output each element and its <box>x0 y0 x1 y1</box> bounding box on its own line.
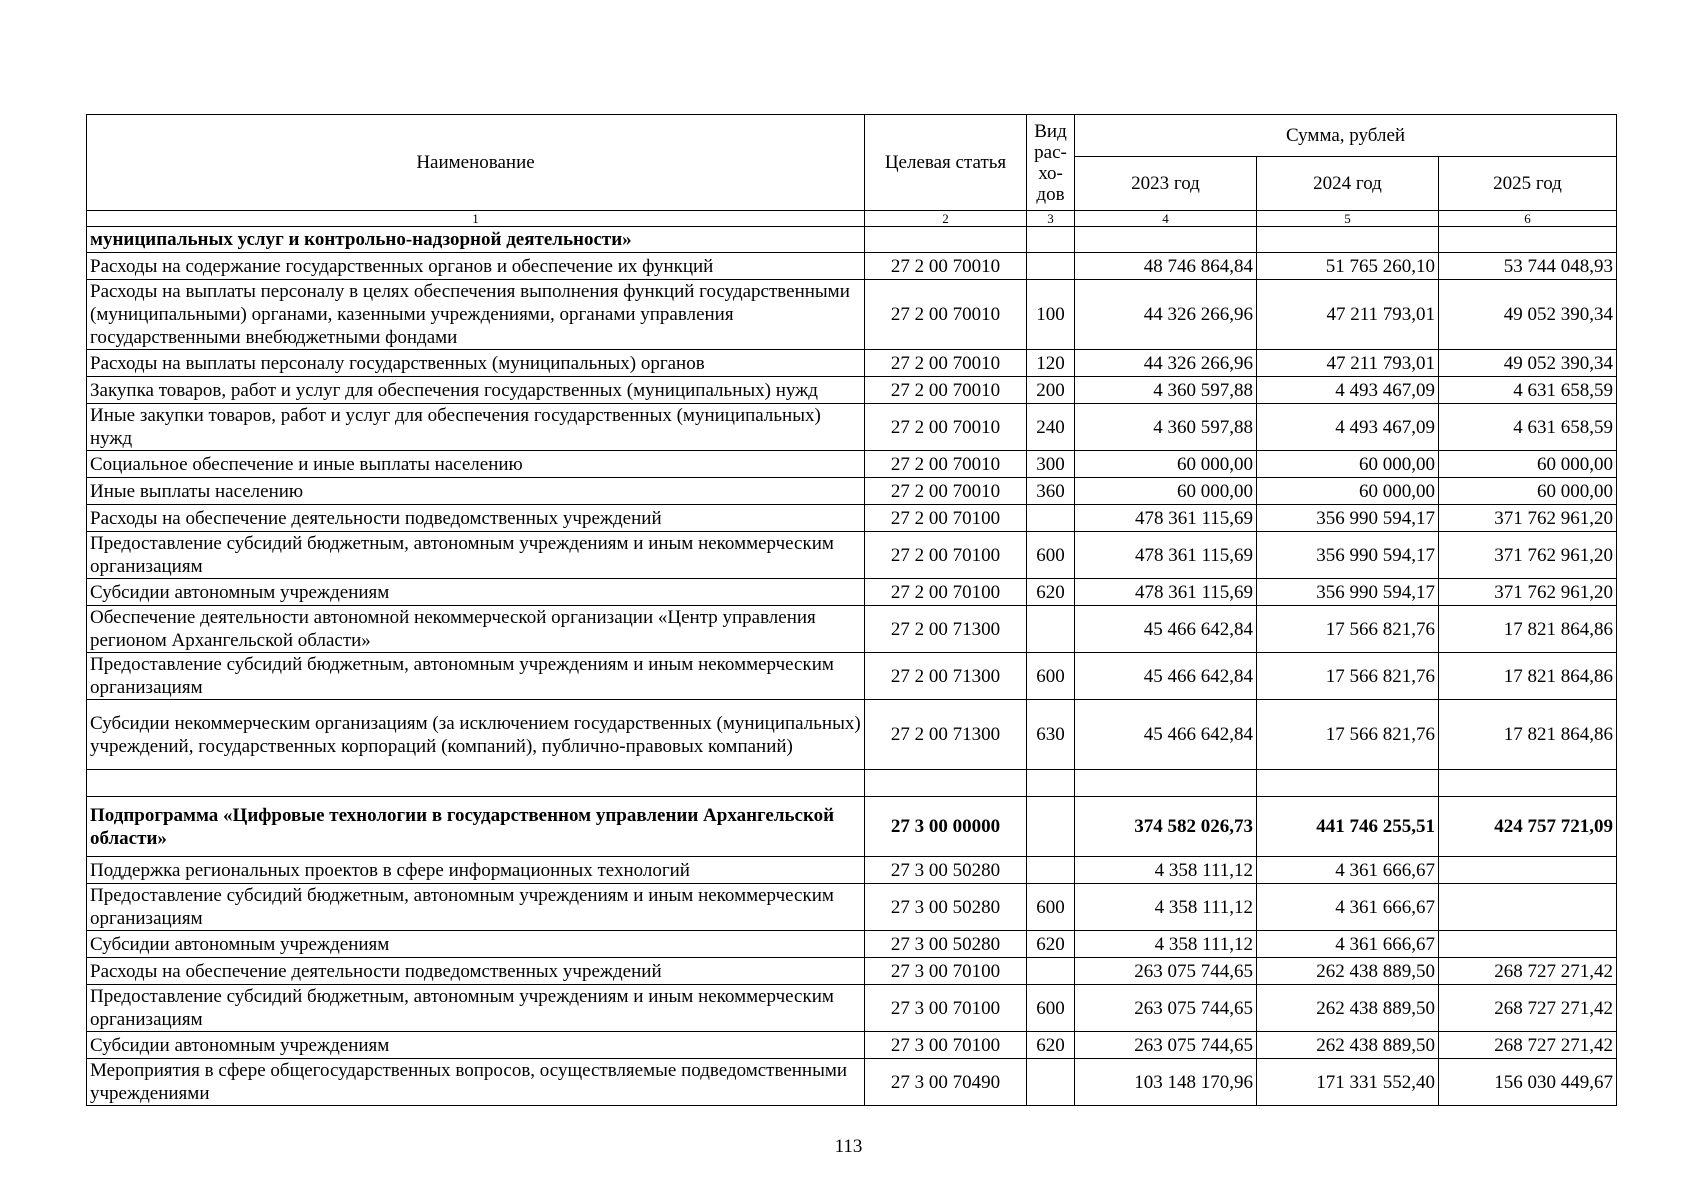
row-amount-2025 <box>1439 884 1617 931</box>
row-expense-type <box>1027 227 1075 253</box>
row-expense-type: 240 <box>1027 404 1075 451</box>
row-target-article: 27 2 00 70010 <box>865 377 1027 404</box>
table-row <box>87 700 1617 770</box>
table-row <box>87 505 1617 532</box>
row-name: Социальное обеспечение и иные выплаты населению <box>87 451 865 478</box>
row-target-article: 27 3 00 50280 <box>865 931 1027 958</box>
row-amount-2023: 263 075 744,65 <box>1075 985 1257 1032</box>
page-number: 113 <box>834 1136 863 1157</box>
row-name: Субсидии автономным учреждениям <box>87 1032 865 1059</box>
column-number-4: 4 <box>1075 211 1257 227</box>
row-amount-2025: 371 762 961,20 <box>1439 532 1617 579</box>
row-amount-2024: 51 765 260,10 <box>1257 253 1439 280</box>
table-row <box>87 985 1617 1032</box>
header-expense-type: Вид рас-хо-дов <box>1027 115 1075 211</box>
row-expense-type <box>1027 857 1075 884</box>
row-expense-type <box>1027 797 1075 857</box>
row-target-article: 27 2 00 70100 <box>865 505 1027 532</box>
row-amount-2024: 47 211 793,01 <box>1257 280 1439 350</box>
table-row <box>87 280 1617 350</box>
row-expense-type <box>1027 505 1075 532</box>
row-target-article: 27 2 00 70010 <box>865 280 1027 350</box>
row-amount-2024: 4 361 666,67 <box>1257 884 1439 931</box>
header-sum: Сумма, рублей <box>1075 115 1617 157</box>
row-target-article: 27 2 00 71300 <box>865 606 1027 653</box>
row-amount-2023: 4 358 111,12 <box>1075 931 1257 958</box>
table-row <box>87 606 1617 653</box>
row-amount-2023: 48 746 864,84 <box>1075 253 1257 280</box>
table-row <box>87 884 1617 931</box>
row-target-article: 27 2 00 70010 <box>865 478 1027 505</box>
row-expense-type: 200 <box>1027 377 1075 404</box>
table-row <box>87 931 1617 958</box>
row-amount-2024: 4 361 666,67 <box>1257 857 1439 884</box>
column-number-5: 5 <box>1257 211 1439 227</box>
row-amount-2025: 60 000,00 <box>1439 451 1617 478</box>
table-row <box>87 532 1617 579</box>
header-name: Наименование <box>87 115 865 211</box>
row-amount-2023: 478 361 115,69 <box>1075 579 1257 606</box>
row-amount-2025: 156 030 449,67 <box>1439 1059 1617 1106</box>
row-expense-type: 360 <box>1027 478 1075 505</box>
row-amount-2025: 49 052 390,34 <box>1439 350 1617 377</box>
row-amount-2024: 262 438 889,50 <box>1257 958 1439 985</box>
row-target-article: 27 2 00 70010 <box>865 404 1027 451</box>
row-target-article: 27 2 00 70010 <box>865 350 1027 377</box>
budget-table <box>86 114 1617 1106</box>
row-amount-2024: 262 438 889,50 <box>1257 985 1439 1032</box>
row-amount-2024: 47 211 793,01 <box>1257 350 1439 377</box>
row-name: Предоставление субсидий бюджетным, автономным учреждениям и иным некоммерческим организациям <box>87 985 865 1032</box>
table-row <box>87 579 1617 606</box>
row-amount-2023: 44 326 266,96 <box>1075 280 1257 350</box>
row-expense-type: 120 <box>1027 350 1075 377</box>
table-body <box>87 227 1617 1106</box>
row-amount-2025 <box>1439 931 1617 958</box>
row-amount-2023: 4 360 597,88 <box>1075 377 1257 404</box>
row-amount-2024: 4 361 666,67 <box>1257 931 1439 958</box>
table-row <box>87 770 1617 797</box>
row-expense-type <box>1027 253 1075 280</box>
row-expense-type: 100 <box>1027 280 1075 350</box>
row-amount-2023: 45 466 642,84 <box>1075 653 1257 700</box>
row-expense-type <box>1027 606 1075 653</box>
row-expense-type: 300 <box>1027 451 1075 478</box>
table-row <box>87 451 1617 478</box>
row-amount-2024: 356 990 594,17 <box>1257 532 1439 579</box>
row-amount-2024: 60 000,00 <box>1257 478 1439 505</box>
header-year-2025: 2025 год <box>1439 157 1617 211</box>
row-amount-2025: 49 052 390,34 <box>1439 280 1617 350</box>
column-number-1: 1 <box>87 211 865 227</box>
row-target-article <box>865 770 1027 797</box>
row-amount-2024: 60 000,00 <box>1257 451 1439 478</box>
row-expense-type <box>1027 1059 1075 1106</box>
row-amount-2025 <box>1439 857 1617 884</box>
row-name: Поддержка региональных проектов в сфере информационных технологий <box>87 857 865 884</box>
row-target-article <box>865 227 1027 253</box>
row-amount-2023 <box>1075 227 1257 253</box>
row-amount-2023: 60 000,00 <box>1075 451 1257 478</box>
row-name: Предоставление субсидий бюджетным, автономным учреждениям и иным некоммерческим организациям <box>87 653 865 700</box>
row-amount-2025: 371 762 961,20 <box>1439 505 1617 532</box>
row-amount-2024: 4 493 467,09 <box>1257 377 1439 404</box>
row-expense-type: 600 <box>1027 532 1075 579</box>
row-target-article: 27 3 00 70490 <box>865 1059 1027 1106</box>
row-expense-type: 620 <box>1027 1032 1075 1059</box>
row-amount-2025: 17 821 864,86 <box>1439 653 1617 700</box>
row-amount-2024: 441 746 255,51 <box>1257 797 1439 857</box>
table-row <box>87 653 1617 700</box>
row-expense-type: 620 <box>1027 579 1075 606</box>
row-name: Расходы на обеспечение деятельности подведомственных учреждений <box>87 958 865 985</box>
row-name: Иные выплаты населению <box>87 478 865 505</box>
row-amount-2025: 424 757 721,09 <box>1439 797 1617 857</box>
row-target-article: 27 2 00 70100 <box>865 579 1027 606</box>
row-expense-type: 600 <box>1027 884 1075 931</box>
column-number-2: 2 <box>865 211 1027 227</box>
row-amount-2025 <box>1439 227 1617 253</box>
table-row <box>87 350 1617 377</box>
header-year-2023: 2023 год <box>1075 157 1257 211</box>
row-amount-2024: 356 990 594,17 <box>1257 579 1439 606</box>
row-name: Субсидии автономным учреждениям <box>87 579 865 606</box>
column-number-6: 6 <box>1439 211 1617 227</box>
row-expense-type: 600 <box>1027 653 1075 700</box>
table-row <box>87 1059 1617 1106</box>
row-amount-2025: 53 744 048,93 <box>1439 253 1617 280</box>
row-name <box>87 770 865 797</box>
row-target-article: 27 3 00 50280 <box>865 884 1027 931</box>
row-name: Расходы на выплаты персоналу государственных (муниципальных) органов <box>87 350 865 377</box>
row-name: Предоставление субсидий бюджетным, автономным учреждениям и иным некоммерческим организациям <box>87 884 865 931</box>
row-amount-2023 <box>1075 770 1257 797</box>
header-year-2024: 2024 год <box>1257 157 1439 211</box>
row-amount-2023: 45 466 642,84 <box>1075 700 1257 770</box>
row-target-article: 27 2 00 71300 <box>865 700 1027 770</box>
row-amount-2023: 44 326 266,96 <box>1075 350 1257 377</box>
row-amount-2025: 17 821 864,86 <box>1439 700 1617 770</box>
row-amount-2025: 268 727 271,42 <box>1439 985 1617 1032</box>
row-target-article: 27 2 00 71300 <box>865 653 1027 700</box>
row-amount-2023: 478 361 115,69 <box>1075 532 1257 579</box>
table-row <box>87 1032 1617 1059</box>
row-amount-2023: 4 360 597,88 <box>1075 404 1257 451</box>
row-target-article: 27 3 00 50280 <box>865 857 1027 884</box>
row-expense-type <box>1027 958 1075 985</box>
table-row <box>87 797 1617 857</box>
row-amount-2024: 17 566 821,76 <box>1257 700 1439 770</box>
row-amount-2023: 4 358 111,12 <box>1075 884 1257 931</box>
row-name: Мероприятия в сфере общегосударственных вопросов, осуществляемые подведомственными учреждениями <box>87 1059 865 1106</box>
row-name: Обеспечение деятельности автономной некоммерческой организации «Центр управления регионом Архангельской области» <box>87 606 865 653</box>
row-target-article: 27 2 00 70010 <box>865 253 1027 280</box>
row-amount-2023: 60 000,00 <box>1075 478 1257 505</box>
row-amount-2024 <box>1257 227 1439 253</box>
row-target-article: 27 2 00 70100 <box>865 532 1027 579</box>
row-amount-2025: 4 631 658,59 <box>1439 404 1617 451</box>
row-name: Подпрограмма «Цифровые технологии в государственном управлении Архангельской области» <box>87 797 865 857</box>
row-amount-2023: 4 358 111,12 <box>1075 857 1257 884</box>
row-amount-2025: 60 000,00 <box>1439 478 1617 505</box>
row-amount-2023: 263 075 744,65 <box>1075 1032 1257 1059</box>
row-amount-2024 <box>1257 770 1439 797</box>
row-amount-2023: 45 466 642,84 <box>1075 606 1257 653</box>
row-expense-type <box>1027 770 1075 797</box>
row-amount-2023: 478 361 115,69 <box>1075 505 1257 532</box>
row-expense-type: 620 <box>1027 931 1075 958</box>
header-target-article: Целевая статья <box>865 115 1027 211</box>
table-row <box>87 253 1617 280</box>
row-amount-2024: 262 438 889,50 <box>1257 1032 1439 1059</box>
row-name: Иные закупки товаров, работ и услуг для обеспечения государственных (муниципальных) нужд <box>87 404 865 451</box>
column-number-3: 3 <box>1027 211 1075 227</box>
row-name: муниципальных услуг и контрольно-надзорной деятельности» <box>87 227 865 253</box>
row-target-article: 27 3 00 70100 <box>865 985 1027 1032</box>
row-target-article: 27 3 00 00000 <box>865 797 1027 857</box>
row-amount-2024: 356 990 594,17 <box>1257 505 1439 532</box>
row-amount-2024: 17 566 821,76 <box>1257 606 1439 653</box>
row-amount-2023: 263 075 744,65 <box>1075 958 1257 985</box>
row-name: Закупка товаров, работ и услуг для обеспечения государственных (муниципальных) нужд <box>87 377 865 404</box>
row-target-article: 27 2 00 70010 <box>865 451 1027 478</box>
table-row <box>87 377 1617 404</box>
row-target-article: 27 3 00 70100 <box>865 1032 1027 1059</box>
row-amount-2025 <box>1439 770 1617 797</box>
table-row <box>87 404 1617 451</box>
table-row <box>87 478 1617 505</box>
row-amount-2025: 4 631 658,59 <box>1439 377 1617 404</box>
row-name: Расходы на выплаты персоналу в целях обеспечения выполнения функций государственными (муниципальными) органами, казенными учреждениями, органами управления государственными внебюджетными фондами <box>87 280 865 350</box>
row-amount-2024: 4 493 467,09 <box>1257 404 1439 451</box>
table-row <box>87 857 1617 884</box>
row-name: Субсидии некоммерческим организациям (за исключением государственных (муниципальных) учреждений, государственных корпораций (компаний), публично-правовых компаний) <box>87 700 865 770</box>
row-amount-2024: 17 566 821,76 <box>1257 653 1439 700</box>
row-expense-type: 600 <box>1027 985 1075 1032</box>
row-amount-2023: 374 582 026,73 <box>1075 797 1257 857</box>
row-name: Расходы на содержание государственных органов и обеспечение их функций <box>87 253 865 280</box>
row-amount-2025: 268 727 271,42 <box>1439 1032 1617 1059</box>
row-target-article: 27 3 00 70100 <box>865 958 1027 985</box>
row-name: Предоставление субсидий бюджетным, автономным учреждениям и иным некоммерческим организациям <box>87 532 865 579</box>
row-amount-2025: 268 727 271,42 <box>1439 958 1617 985</box>
row-amount-2023: 103 148 170,96 <box>1075 1059 1257 1106</box>
row-amount-2025: 17 821 864,86 <box>1439 606 1617 653</box>
row-expense-type: 630 <box>1027 700 1075 770</box>
row-name: Расходы на обеспечение деятельности подведомственных учреждений <box>87 505 865 532</box>
table-row <box>87 958 1617 985</box>
table-row <box>87 227 1617 253</box>
row-amount-2024: 171 331 552,40 <box>1257 1059 1439 1106</box>
row-name: Субсидии автономным учреждениям <box>87 931 865 958</box>
row-amount-2025: 371 762 961,20 <box>1439 579 1617 606</box>
